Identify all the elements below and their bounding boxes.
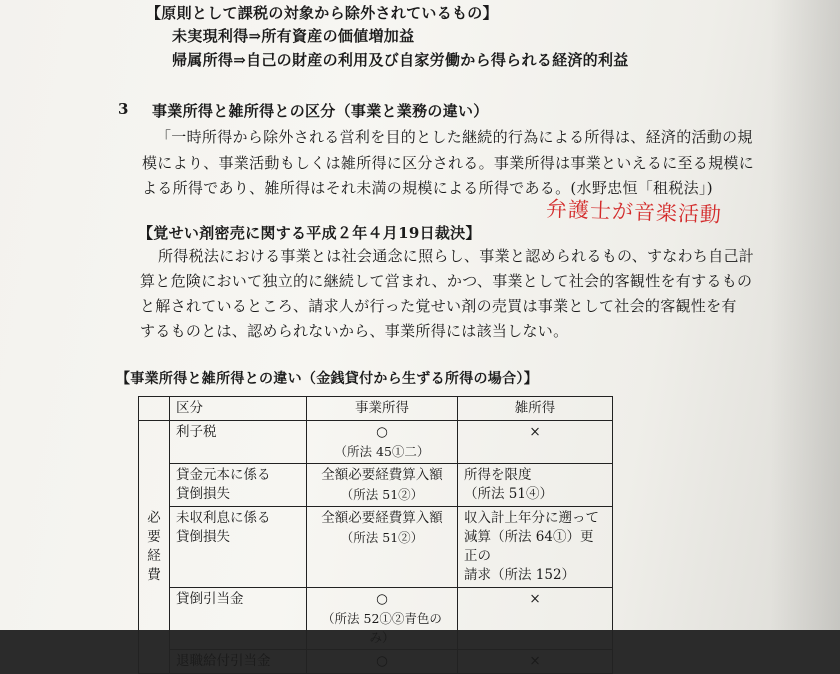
misc-note: （所法 51④） <box>464 486 553 502</box>
row-label: 退職給付引当金 <box>170 650 307 674</box>
business-value: 全額必要経費算入額 <box>321 510 443 526</box>
quote-line: よる所得であり、雑所得はそれ未満の規模による所得である。(水野忠恒「租税法」) <box>142 179 713 197</box>
business-value: ○ <box>376 424 388 440</box>
misc-value: 減算（所法 64①）更正の <box>464 529 594 564</box>
page-shadow <box>770 0 840 630</box>
business-note: （所法 51②） <box>340 487 424 502</box>
case-line: と解されているところ、請求人が行った覚せい剤の売買は事業として社会的客観性を有 <box>140 297 737 315</box>
misc-value: × <box>458 588 613 650</box>
table-row <box>139 507 613 588</box>
row-label: 貸倒損失 <box>176 486 230 502</box>
handwritten-annotation: 弁護士が音楽活動 <box>545 196 723 228</box>
table-header-misc: 雑所得 <box>458 397 613 421</box>
case-line: 算と危険において独立的に継続して営まれ、かつ、事業として社会的客観性を有するもの <box>140 272 753 290</box>
misc-value: 所得を限度 <box>464 467 532 483</box>
intro-item-unrealized-gain: 未実現利得⇒所有資産の価値増加益 <box>172 27 415 45</box>
row-label: 未収利息に係る <box>176 510 271 526</box>
row-label: 貸金元本に係る <box>176 467 271 483</box>
business-note: （所法 51②） <box>340 530 424 545</box>
case-heading: 【覚せい剤密売に関する平成２年４月19日裁決】 <box>138 224 481 242</box>
misc-value: × <box>458 650 613 674</box>
table-header-business: 事業所得 <box>307 397 458 421</box>
table-header-row <box>139 397 613 421</box>
table-row <box>139 588 613 650</box>
table-caption: 【事業所得と雑所得との違い（金銭貸付から生ずる所得の場合）】 <box>116 371 538 387</box>
business-note: （所法 52①②青色のみ） <box>322 611 442 645</box>
table-header-category: 区分 <box>170 397 307 421</box>
comparison-table <box>138 396 613 674</box>
quote-line: 「一時所得から除外される営利を目的とした継続的行為による所得は、経済的活動の規 <box>156 128 753 146</box>
misc-value: 収入計上年分に遡って <box>464 510 599 526</box>
table-row <box>139 464 613 507</box>
intro-item-imputed-income: 帰属所得⇒自己の財産の利用及び自家労働から得られる経済的利益 <box>172 51 629 69</box>
business-value: ○ <box>307 650 458 674</box>
row-label: 利子税 <box>170 421 307 464</box>
misc-value: 請求（所法 152） <box>464 567 576 583</box>
case-line: 所得税法における事業とは社会通念に照らし、事業と認められるもの、すなわち自己計 <box>158 247 755 265</box>
case-line: するものとは、認められないから、事業所得には該当しない。 <box>140 322 569 340</box>
table-row <box>139 650 613 674</box>
misc-value: × <box>458 421 613 464</box>
business-value: ○ <box>376 591 388 607</box>
intro-heading: 【原則として課税の対象から除外されているもの】 <box>146 4 498 22</box>
business-value: 全額必要経費算入額 <box>321 467 443 483</box>
row-label: 貸倒引当金 <box>170 588 307 650</box>
row-label: 貸倒損失 <box>176 529 230 545</box>
quote-line: 模により、事業活動もしくは雑所得に区分される。事業所得は事業といえるに至る規模に <box>142 154 755 172</box>
table-header-blank <box>139 397 170 421</box>
necessary-expenses-label: 必 要 経 費 <box>139 421 170 674</box>
table-row <box>139 421 613 464</box>
section-number: 3 <box>118 100 129 118</box>
section-title: 事業所得と雑所得との区分（事業と業務の違い） <box>152 102 489 120</box>
business-note: （所法 45①二） <box>334 444 430 459</box>
